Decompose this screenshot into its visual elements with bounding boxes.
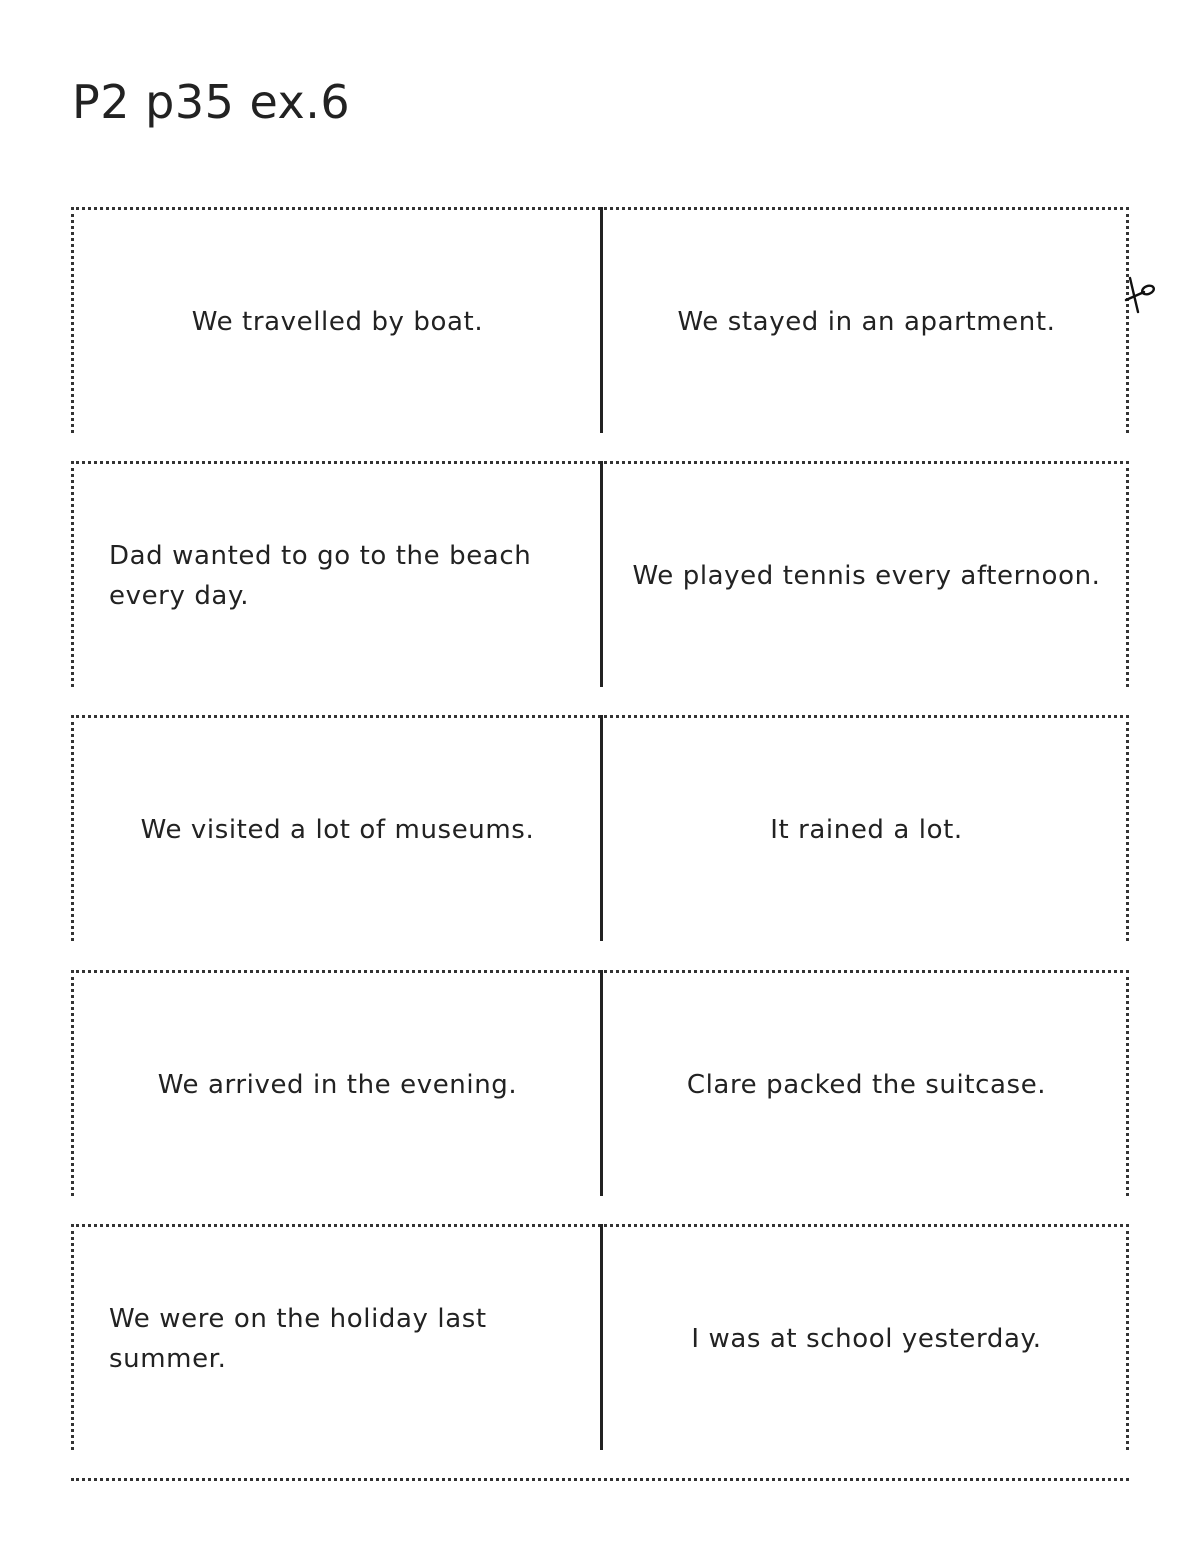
card-left: We were on the holiday last summer. [109, 1303, 487, 1374]
card-divider [600, 970, 603, 1196]
card-right: Clare packed the suitcase. [686, 1069, 1047, 1100]
card-row [71, 970, 1129, 1196]
card-right: I was at school yesterday. [691, 1323, 1042, 1354]
card-row [71, 461, 1129, 687]
card-left: Dad wanted to go to the beach every day. [109, 540, 532, 611]
card-row [71, 715, 1129, 941]
page-title: P2 p35 ex.6 [72, 75, 351, 129]
scissors-icon [1122, 276, 1158, 316]
card-row [71, 207, 1129, 433]
card-left: We visited a lot of museums. [140, 814, 535, 845]
card-left: We arrived in the evening. [157, 1069, 518, 1100]
bottom-cut-line [71, 1478, 1129, 1481]
card-left: We travelled by boat. [191, 306, 484, 337]
card-divider [600, 461, 603, 687]
card-right: We stayed in an apartment. [677, 306, 1056, 337]
card-right: It rained a lot. [770, 814, 963, 845]
card-divider [600, 1224, 603, 1450]
card-divider [600, 207, 603, 433]
card-right: We played tennis every afternoon. [632, 560, 1101, 591]
card-divider [600, 715, 603, 941]
card-row [71, 1224, 1129, 1450]
